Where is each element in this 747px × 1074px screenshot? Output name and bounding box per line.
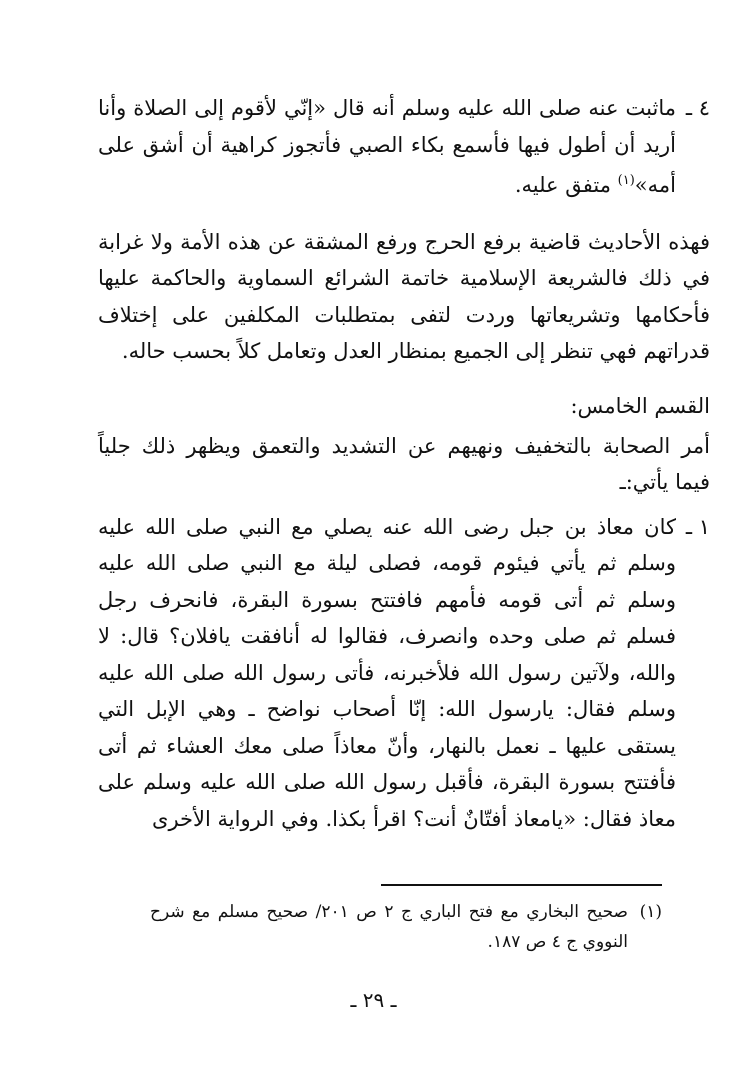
- footnote-number: (١): [639, 902, 662, 922]
- body-paragraph: فهذه الأحاديث قاضية برفع الحرج ورفع المشقة عن هذه الأمة ولا غرابة في ذلك فالشريعة الإسلامية خاتمة الشرائع السماوية والحاكمة عليها فأحكامها وتشريعاتها وردت لتفى بمتطلبات المكلفين على إختلاف قدراتهم فهي تنظر إلى الجميع بمنظار العدل وتعامل كلاً بحسب حاله.: [98, 229, 710, 363]
- hadith-item-1: [98, 509, 710, 838]
- footnote: [150, 897, 662, 957]
- item-text-main: ماثبت عنه صلى الله عليه وسلم أنه قال «إنّي لأقوم إلى الصلاة وأنا أريد أن أطول فيها فأسمع بكاء الصبي فأتجوز كراهية أن أشق على أمه»: [98, 96, 676, 197]
- intro-paragraph: أمر الصحابة بالتخفيف ونهيهم عن التشديد والتعمق ويظهر ذلك جلياً فيما يأتي:ـ: [98, 433, 710, 494]
- item-text-tail: متفق عليه.: [514, 173, 618, 197]
- hadith-item-4: [98, 90, 710, 204]
- footnote-text: صحيح البخاري مع فتح الباري ج ٢ ص ٢٠١/ صحيح مسلم مع شرح النووي ج ٤ ص ١٨٧.: [150, 902, 628, 952]
- footnote-separator: [381, 884, 662, 886]
- item-text: [98, 90, 676, 204]
- footnote-reference: (١): [617, 173, 635, 188]
- item-number: ٤ ـ: [685, 96, 710, 120]
- item-text: كان معاذ بن جبل رضى الله عنه يصلي مع النبي صلى الله عليه وسلم ثم يأتي فيئوم قومه، فصلى ليلة مع النبي صلى الله عليه وسلم ثم أتى قومه فأمهم فافتتح بسورة البقرة، فانحرف رجل فسلم ثم صلى وحده وانصرف، فقالوا له أنافقت يافلان؟ قال: لا والله، ولآتين رسول الله فلأخبرنه، فأتى رسول الله صلى الله عليه وسلم فقال: يارسول الله: إنّا أصحاب نواضح ـ وهي الإبل التي يستقى عليها ـ نعمل بالنهار، وأنّ معاذاً صلى معك العشاء ثم أتى فأفتتح بسورة البقرة، فأقبل رسول الله صلى الله عليه وسلم على معاذ فقال: «يامعاذ أفتّانٌ أنت؟ اقرأ بكذا. وفي الرواية الأخرى: [98, 514, 676, 831]
- page-body: [98, 90, 710, 837]
- page-number: ـ ٢٩ ـ: [350, 988, 397, 1012]
- section-heading: القسم الخامس:: [570, 393, 710, 418]
- item-number: ١ ـ: [685, 514, 710, 539]
